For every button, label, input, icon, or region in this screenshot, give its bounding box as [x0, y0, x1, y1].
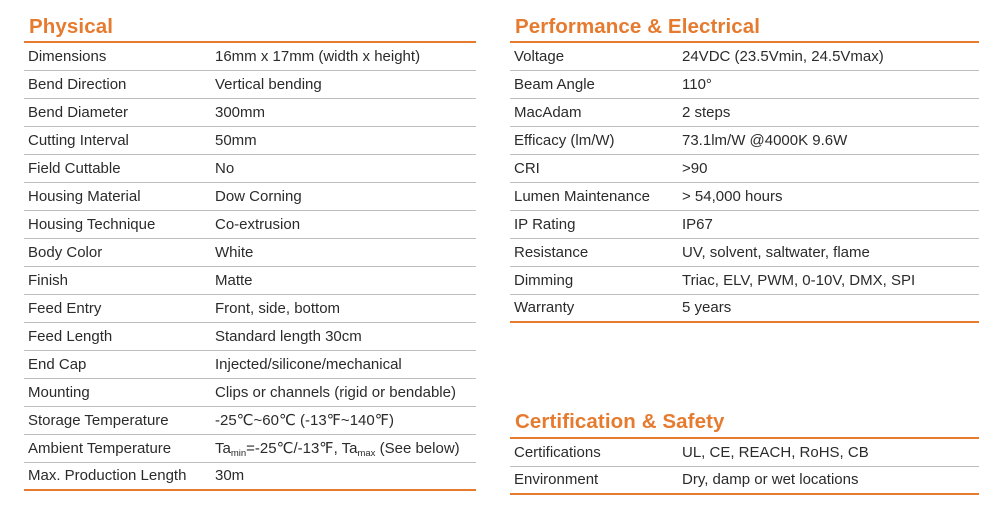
spec-value: Matte	[215, 272, 253, 289]
spec-row	[510, 295, 979, 323]
spec-value: Co-extrusion	[215, 216, 301, 233]
spec-row	[510, 267, 979, 295]
spec-row	[24, 155, 476, 183]
spec-row	[24, 127, 476, 155]
spec-value: 2 steps	[682, 104, 731, 121]
spec-row	[24, 351, 476, 379]
spec-label: Bend Diameter	[28, 104, 129, 121]
spec-row	[510, 155, 979, 183]
spec-label: Body Color	[28, 244, 103, 261]
spec-row	[24, 407, 476, 435]
spec-row	[510, 127, 979, 155]
spec-row	[24, 435, 476, 463]
spec-row	[24, 463, 476, 491]
spec-value: IP67	[682, 216, 713, 233]
spec-label: Ambient Temperature	[28, 440, 172, 457]
spec-value: Front, side, bottom	[215, 300, 341, 317]
spec-value: 30m	[215, 467, 245, 484]
spec-label: Bend Direction	[28, 76, 127, 93]
spec-label: Mounting	[28, 384, 90, 401]
spec-value: Injected/silicone/mechanical	[215, 356, 402, 373]
spec-value: Dow Corning	[215, 188, 302, 205]
spec-label: Resistance	[514, 244, 589, 261]
spec-value: > 54,000 hours	[682, 188, 783, 205]
spec-label: Dimensions	[28, 48, 107, 65]
spec-row	[24, 379, 476, 407]
spec-label: Field Cuttable	[28, 160, 121, 177]
spec-value: Standard length 30cm	[215, 328, 362, 345]
spec-value: 50mm	[215, 132, 257, 149]
spec-label: End Cap	[28, 356, 87, 373]
spec-value: Triac, ELV, PWM, 0-10V, DMX, SPI	[682, 272, 916, 289]
spec-row	[24, 295, 476, 323]
spec-value: White	[215, 244, 254, 261]
spec-row	[510, 239, 979, 267]
spec-row	[24, 99, 476, 127]
spec-row	[510, 211, 979, 239]
spec-row	[24, 323, 476, 351]
spec-label: Efficacy (lm/W)	[514, 132, 615, 149]
spec-label: Max. Production Length	[28, 467, 187, 484]
spec-label: Certifications	[514, 444, 601, 461]
certification-title: Certification & Safety	[515, 410, 725, 433]
spec-label: IP Rating	[514, 216, 576, 233]
spec-row	[510, 439, 979, 467]
spec-value: Clips or channels (rigid or bendable)	[215, 384, 456, 401]
spec-label: Feed Entry	[28, 300, 102, 317]
spec-value: 24VDC (23.5Vmin, 24.5Vmax)	[682, 48, 884, 65]
spec-label: Environment	[514, 471, 599, 488]
spec-value: >90	[682, 160, 708, 177]
spec-row	[510, 43, 979, 71]
spec-row	[510, 183, 979, 211]
spec-value: 110°	[682, 76, 712, 93]
spec-label: Dimming	[514, 272, 574, 289]
spec-value: UL, CE, REACH, RoHS, CB	[682, 444, 869, 461]
spec-row	[24, 211, 476, 239]
spec-label: Beam Angle	[514, 76, 595, 93]
spec-row	[24, 43, 476, 71]
spec-row	[24, 71, 476, 99]
spec-row	[510, 99, 979, 127]
spec-row	[24, 239, 476, 267]
performance-title: Performance & Electrical	[515, 15, 761, 38]
spec-value: No	[215, 160, 235, 177]
spec-label: CRI	[514, 160, 540, 177]
spec-value: Dry, damp or wet locations	[682, 471, 859, 488]
spec-label: Cutting Interval	[28, 132, 129, 149]
spec-label: Storage Temperature	[28, 412, 169, 429]
spec-value: 16mm x 17mm (width x height)	[215, 48, 421, 65]
spec-label: Feed Length	[28, 328, 113, 345]
spec-label: Housing Material	[28, 188, 141, 205]
spec-value: UV, solvent, saltwater, flame	[682, 244, 870, 261]
spec-value: -25℃~60℃ (-13℉~140℉)	[215, 412, 394, 429]
spec-label: Warranty	[514, 299, 575, 316]
spec-value: 300mm	[215, 104, 266, 121]
spec-label: Housing Technique	[28, 216, 156, 233]
spec-value: Vertical bending	[215, 76, 322, 93]
spec-value: 73.1lm/W @4000K 9.6W	[682, 132, 848, 149]
spec-row	[24, 183, 476, 211]
spec-row	[510, 467, 979, 495]
spec-row	[510, 71, 979, 99]
spec-label: Lumen Maintenance	[514, 188, 650, 205]
spec-row	[24, 267, 476, 295]
physical-title: Physical	[29, 15, 113, 38]
spec-label: MacAdam	[514, 104, 582, 121]
spec-value: 5 years	[682, 299, 732, 316]
spec-label: Finish	[28, 272, 69, 289]
spec-value-ambient-temperature: $Ta_{min}=-25℃/-13℉$, $Ta_{max}$ (See below)	[215, 440, 460, 459]
spec-label: Voltage	[514, 48, 565, 65]
